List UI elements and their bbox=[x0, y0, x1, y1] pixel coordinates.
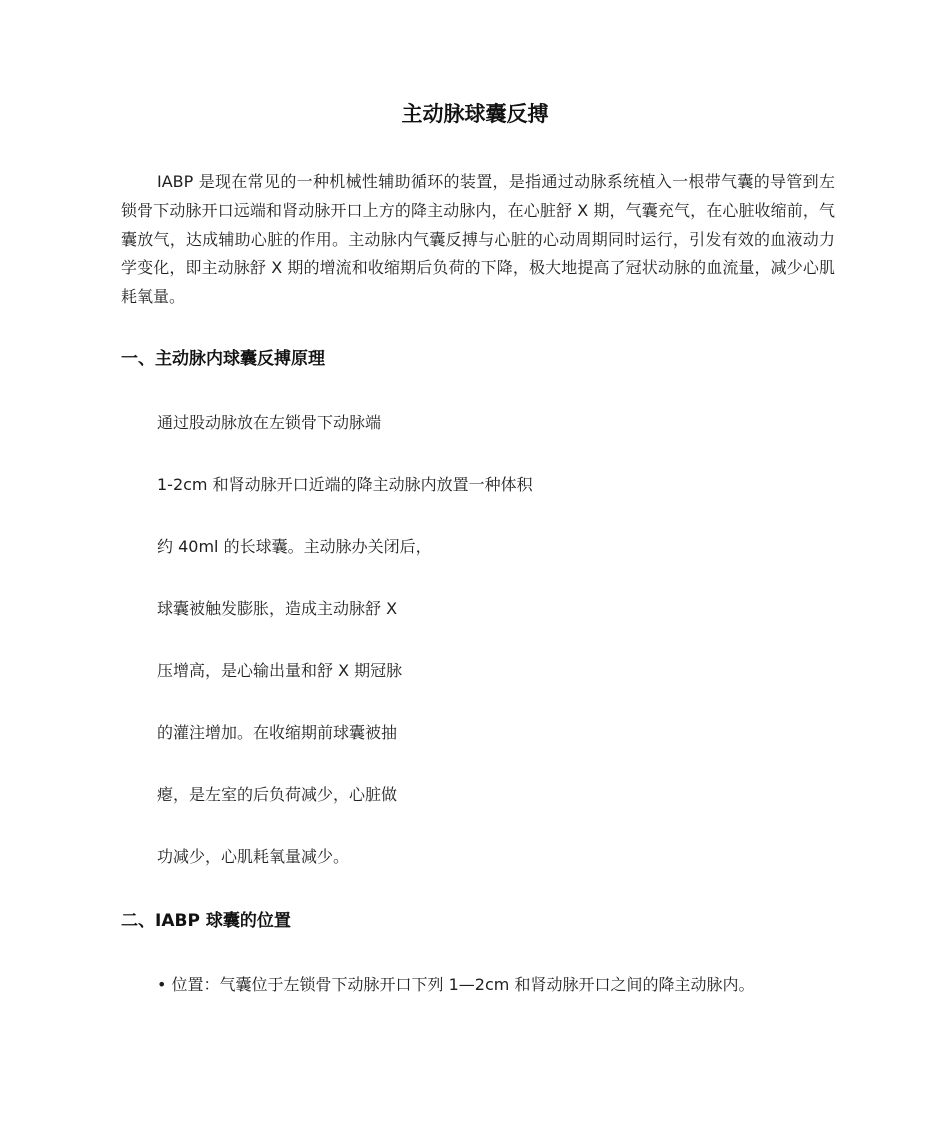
principle-line: 压增高，是心输出量和舒 X 期冠脉 bbox=[157, 661, 403, 680]
principle-line: 通过股动脉放在左锁骨下动脉端 bbox=[157, 413, 382, 432]
position-bullet-item: • 位置：气囊位于左锁骨下动脉开口下列 1—2cm 和肾动脉开口之间的降主动脉内。 bbox=[157, 975, 755, 994]
section-heading-principle: 一、主动脉内球囊反搏原理 bbox=[121, 349, 325, 369]
principle-line: 功减少，心肌耗氧量减少。 bbox=[157, 847, 350, 866]
section-heading-position: 二、IABP 球囊的位置 bbox=[121, 911, 291, 931]
principle-line: 约 40ml 的长球囊。主动脉办关闭后， bbox=[157, 537, 432, 556]
principle-line: 瘪，是左室的后负荷减少，心脏做 bbox=[157, 785, 398, 804]
principle-line: 1-2cm 和肾动脉开口近端的降主动脉内放置一种体积 bbox=[157, 475, 533, 494]
principle-line: 球囊被触发膨胀，造成主动脉舒 X bbox=[157, 599, 398, 618]
document-title: 主动脉球囊反搏 bbox=[401, 102, 549, 126]
intro-paragraph: IABP 是现在常见的一种机械性辅助循环的装置，是指通过动脉系统植入一根带气囊的导管到左锁骨下动脉开口远端和肾动脉开口上方的降主动脉内，在心脏舒 X 期，气囊充气，在心脏收缩前，气囊放气，达成辅助心脏的作用。主动脉内气囊反搏与心脏的心动周期同时运行，引发有效的血液动力学变化，即主动脉舒 X 期的增流和收缩期后负荷的下降，极大地提高了冠状动脉的血流量，减少心肌耗氧量。 bbox=[121, 172, 835, 307]
principle-line: 的灌注增加。在收缩期前球囊被抽 bbox=[157, 723, 398, 742]
